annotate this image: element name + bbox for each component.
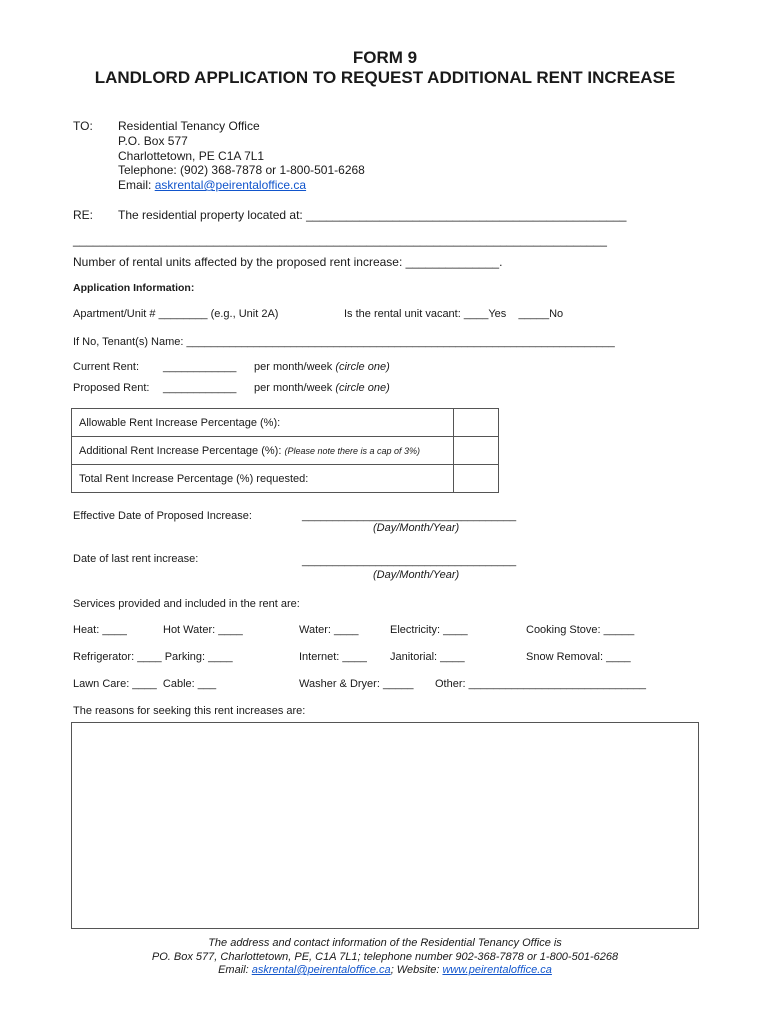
water-field[interactable]: Water: ____ [299, 624, 359, 636]
footer-website-link[interactable]: www.peirentaloffice.ca [442, 964, 552, 976]
heat-field[interactable]: Heat: ____ [73, 624, 127, 636]
office-email-link[interactable]: askrental@peirentaloffice.ca [154, 178, 307, 192]
cooking-stove-field[interactable]: Cooking Stove: _____ [526, 624, 635, 636]
other-service-field[interactable]: Other: _____________________________ [435, 678, 647, 690]
rental-units-field[interactable]: Number of rental units affected by the proposed rent increase: ______________. [73, 255, 503, 269]
janitorial-field[interactable]: Janitorial: ____ [390, 651, 465, 663]
footer-line1: The address and contact information of the Residential Tenancy Office is [208, 937, 562, 949]
proposed-rent-field[interactable]: ____________ [163, 382, 237, 394]
office-name: Residential Tenancy Office [118, 119, 260, 133]
tenant-names-field[interactable]: If No, Tenant(s) Name: ______________________________________________________________________ [73, 336, 615, 348]
form-number: FORM 9 [352, 48, 418, 67]
footer-line2: PO. Box 577, Charlottetown, PE, C1A 7L1; telephone number 902-368-7878 or 1-800-501-6268 [151, 951, 619, 963]
proposed-rent-period: per month/week (circle one) [254, 382, 390, 394]
reasons-label: The reasons for seeking this rent increases are: [73, 705, 306, 717]
hot-water-field[interactable]: Hot Water: ____ [163, 624, 243, 636]
office-city: Charlottetown, PE C1A 7L1 [118, 149, 265, 163]
additional-percentage-field[interactable] [454, 437, 499, 465]
office-telephone: Telephone: (902) 368-7878 or 1-800-501-6268 [118, 163, 365, 177]
additional-percentage-label: Additional Rent Increase Percentage (%): (Please note there is a cap of 3%) [72, 437, 454, 465]
reasons-textarea[interactable] [71, 722, 699, 929]
refrigerator-parking-field[interactable]: Refrigerator: ____ Parking: ____ [73, 651, 233, 663]
table-row [72, 465, 499, 493]
last-increase-format: (Day/Month/Year) [373, 569, 460, 581]
effective-date-format: (Day/Month/Year) [373, 522, 460, 534]
apartment-unit-field[interactable]: Apartment/Unit # ________ (e.g., Unit 2A) [73, 308, 279, 320]
effective-date-field[interactable]: ___________________________________ [302, 510, 517, 522]
current-rent-label: Current Rent: [73, 361, 140, 373]
application-info-heading: Application Information: [73, 282, 195, 294]
lawn-cable-field[interactable]: Lawn Care: ____ Cable: ___ [73, 678, 217, 690]
office-box: P.O. Box 577 [118, 134, 188, 148]
form-title: LANDLORD APPLICATION TO REQUEST ADDITIONAL RENT INCREASE [94, 68, 676, 87]
to-label: TO: [73, 119, 93, 133]
property-address-line2[interactable]: ________________________________________________________________________________ [73, 233, 607, 247]
current-rent-field[interactable]: ____________ [163, 361, 237, 373]
total-percentage-label: Total Rent Increase Percentage (%) requested: [72, 465, 454, 493]
re-label: RE: [73, 208, 94, 222]
table-row [72, 409, 499, 437]
last-increase-field[interactable]: ___________________________________ [302, 555, 517, 567]
table-row [72, 437, 499, 465]
electricity-field[interactable]: Electricity: ____ [390, 624, 468, 636]
current-rent-period: per month/week (circle one) [254, 361, 390, 373]
effective-date-label: Effective Date of Proposed Increase: [73, 510, 252, 522]
allowable-percentage-field[interactable] [454, 409, 499, 437]
services-heading: Services provided and included in the rent are: [73, 598, 300, 610]
vacant-field[interactable]: Is the rental unit vacant: ____Yes _____No [344, 308, 564, 320]
proposed-rent-label: Proposed Rent: [73, 382, 150, 394]
email-label: Email: [118, 178, 155, 192]
total-percentage-field[interactable] [454, 465, 499, 493]
internet-field[interactable]: Internet: ____ [299, 651, 367, 663]
snow-removal-field[interactable]: Snow Removal: ____ [526, 651, 631, 663]
percentage-table [71, 408, 499, 493]
office-email-line [118, 178, 306, 192]
footer-line3: Email: askrental@peirentaloffice.ca; Website: www.peirentaloffice.ca [218, 964, 552, 976]
allowable-percentage-label: Allowable Rent Increase Percentage (%): [72, 409, 454, 437]
washer-dryer-field[interactable]: Washer & Dryer: _____ [299, 678, 414, 690]
last-increase-label: Date of last rent increase: [73, 553, 199, 565]
property-address-field[interactable]: The residential property located at: ________________________________________________ [118, 208, 627, 222]
footer-email-link[interactable]: askrental@peirentaloffice.ca [251, 964, 391, 976]
